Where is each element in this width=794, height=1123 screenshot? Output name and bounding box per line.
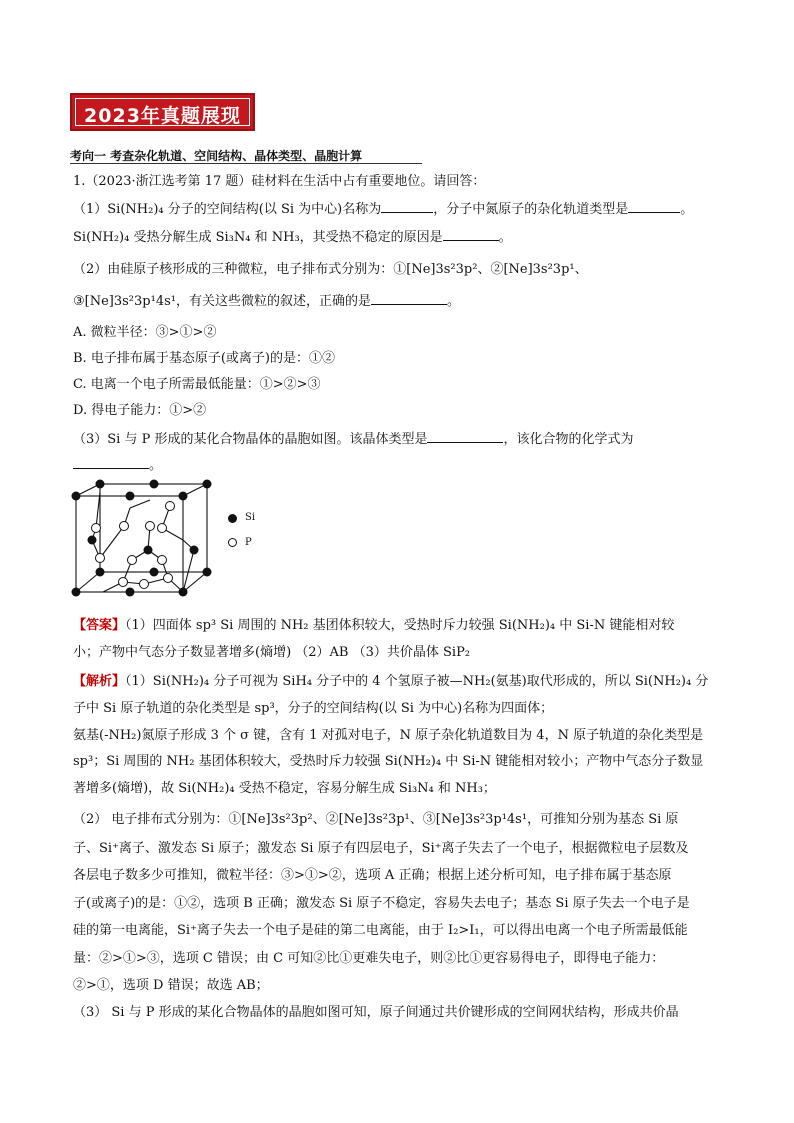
crystal-cell-figure	[70, 478, 220, 603]
topic-underline	[70, 163, 422, 164]
analysis-line-8: 各层电子数多少可推知，微粒半径：③>①>②，选项 A 正确；根据上述分析可知，电子排布属于基态原	[73, 868, 672, 883]
si-atom	[179, 492, 188, 501]
analysis-line-10: 硅的第一电离能，Si⁺离子失去一个电子是硅的第二电离能，由于 I₂>I₁，可以得出电离一个电子所需最低能	[73, 923, 688, 938]
si-atom	[126, 492, 135, 501]
analysis-line-7: 子、Si⁺离子、激发态 Si 原子；激发态 Si 原子有四层电子，Si⁺离子失去了一个电子，根据微粒电子层数及	[73, 841, 689, 856]
analysis-text-1: （1）Si(NH₂)₄ 分子可视为 SiH₄ 分子中的 4 个氢原子被—NH₂(氨基)取代形成的，所以 Si(NH₂)₄ 分	[125, 674, 709, 689]
analysis-line-5: 著增多(熵增)，故 Si(NH₂)₄ 受热不稳定，容易分解生成 Si₃N₄ 和 NH₃；	[73, 781, 496, 796]
q2-text-c: 。	[446, 294, 460, 309]
question-part1-line2	[73, 226, 512, 245]
analysis-line-12: ②>①，选项 D 错误；故选 AB；	[73, 978, 269, 993]
q1-text-e: 。	[498, 230, 512, 245]
analysis-line-9: 子(或离子)的是：①②，选项 B 正确；激发态 Si 原子不稳定，容易失去电子；基态 Si 原子失去一个电子是	[73, 896, 690, 911]
q3-text-c: 。	[149, 458, 163, 473]
option-b: B. 电子排布属于基态原子(或离子)的是：①②	[73, 351, 335, 366]
si-atom	[150, 568, 159, 577]
p-atom	[140, 580, 149, 589]
si-atom	[96, 568, 105, 577]
question-intro: 1.（2023·浙江选考第 17 题）硅材料在生活中占有重要地位。请回答：	[73, 174, 486, 189]
banner-title: 2023年真题展现	[84, 105, 241, 127]
p-atom	[128, 556, 137, 565]
si-atom	[203, 480, 212, 489]
p-atom	[96, 554, 105, 563]
section-banner	[70, 93, 255, 131]
p-legend-label: P	[245, 537, 252, 548]
option-d: D. 得电子能力：①>②	[73, 403, 207, 418]
q3-text-b: ，该化合物的化学式为	[503, 432, 634, 447]
q2-text-b: ③[Ne]3s²3p¹4s¹，有关这些微粒的叙述，正确的是	[73, 294, 371, 309]
si-atom	[88, 536, 97, 545]
p-atom	[146, 522, 155, 531]
analysis-line-1	[73, 670, 708, 689]
q1-text-b: ，分子中氮原子的杂化轨道类型是	[433, 202, 629, 217]
question-part2-line1: （2）由硅原子核形成的三种微粒，电子排布式分别为：①[Ne]3s²3p²、②[Ne]3s²3p¹、	[73, 262, 588, 277]
answer-blank	[73, 456, 149, 469]
answer-text-1: （1）四面体 sp³ Si 周围的 NH₂ 基团体积较大，受热时斥力较强 Si(NH₂)₄ 中 Si-N 键能相对较	[125, 618, 675, 633]
analysis-line-4: sp³；Si 周围的 NH₂ 基团体积较大，受热时斥力较强 Si(NH₂)₄ 中 Si-N 键能相对较小；产物中气态分子数显	[73, 754, 704, 769]
answer-blank	[371, 292, 447, 305]
answer-blank	[381, 200, 433, 213]
si-atom	[72, 588, 81, 597]
analysis-line-11: 量：②>①>③，选项 C 错误；由 C 可知②比①更难失电子，则②比①更容易得电子，即得电子能力：	[73, 951, 665, 966]
answer-blank	[427, 430, 503, 443]
option-c: C. 电离一个电子所需最低能量：①>②>③	[73, 377, 321, 392]
si-atom	[190, 546, 199, 555]
analysis-line-13: （3） Si 与 P 形成的某化合物晶体的晶胞如图可知，原子间通过共价键形成的空间网状结构，形成共价晶	[73, 1005, 679, 1020]
p-atom	[158, 524, 167, 533]
analysis-line-3: 氨基(-NH₂)氮原子形成 3 个 σ 键，含有 1 对孤对电子，N 原子杂化轨道数目为 4，N 原子轨道的杂化类型是	[73, 728, 704, 743]
answer-blank	[443, 228, 499, 241]
analysis-tag: 【解析】	[73, 674, 126, 689]
p-atom	[92, 524, 101, 533]
p-atom	[119, 578, 128, 587]
p-atom	[166, 502, 175, 511]
answer-tag: 【答案】	[73, 618, 126, 633]
option-a: A. 微粒半径：③>①>②	[73, 325, 217, 340]
question-part1-line1	[73, 198, 693, 217]
p-atom	[164, 574, 173, 583]
p-atoms	[92, 502, 175, 589]
analysis-line-2: 子中 Si 原子轨道的杂化类型是 sp³，分子的空间结构(以 Si 为中心)名称为四面体；	[73, 701, 554, 716]
si-atom	[126, 588, 135, 597]
q3-text-a: （3）Si 与 P 形成的某化合物晶体的晶胞如图。该晶体类型是	[73, 432, 428, 447]
answer-line-2: 小；产物中气态分子数显著增多(熵增) （2）AB （3）共价晶体 SiP₂	[73, 645, 471, 660]
question-part3-line1	[73, 428, 634, 447]
question-part3-line2	[73, 454, 162, 473]
si-atom	[144, 546, 153, 555]
si-legend-label: Si	[245, 512, 256, 523]
q1-text-a: （1）Si(NH₂)₄ 分子的空间结构(以 Si 为中心)名称为	[73, 202, 382, 217]
answer-line-1	[73, 614, 674, 633]
answer-blank	[628, 200, 680, 213]
topic-heading: 考向一 考查杂化轨道、空间结构、晶体类型、晶胞计算	[70, 149, 363, 163]
si-atom	[179, 588, 188, 597]
q1-text-c: 。	[680, 202, 694, 217]
p-atom	[158, 556, 167, 565]
q1-text-d: Si(NH₂)₄ 受热分解生成 Si₃N₄ 和 NH₃，其受热不稳定的原因是	[73, 230, 443, 245]
question-part2-line2	[73, 290, 460, 309]
si-atom	[96, 480, 105, 489]
analysis-line-6: （2） 电子排布式分别为：①[Ne]3s²3p²、②[Ne]3s²3p¹、③[Ne]3s²3p¹4s¹，可推知分别为基态 Si 原	[73, 812, 679, 827]
si-atom	[203, 568, 212, 577]
si-legend-marker	[228, 514, 237, 523]
si-atom	[72, 492, 81, 501]
p-legend-marker	[228, 538, 237, 547]
si-atom	[150, 480, 159, 489]
p-atom	[120, 522, 129, 531]
